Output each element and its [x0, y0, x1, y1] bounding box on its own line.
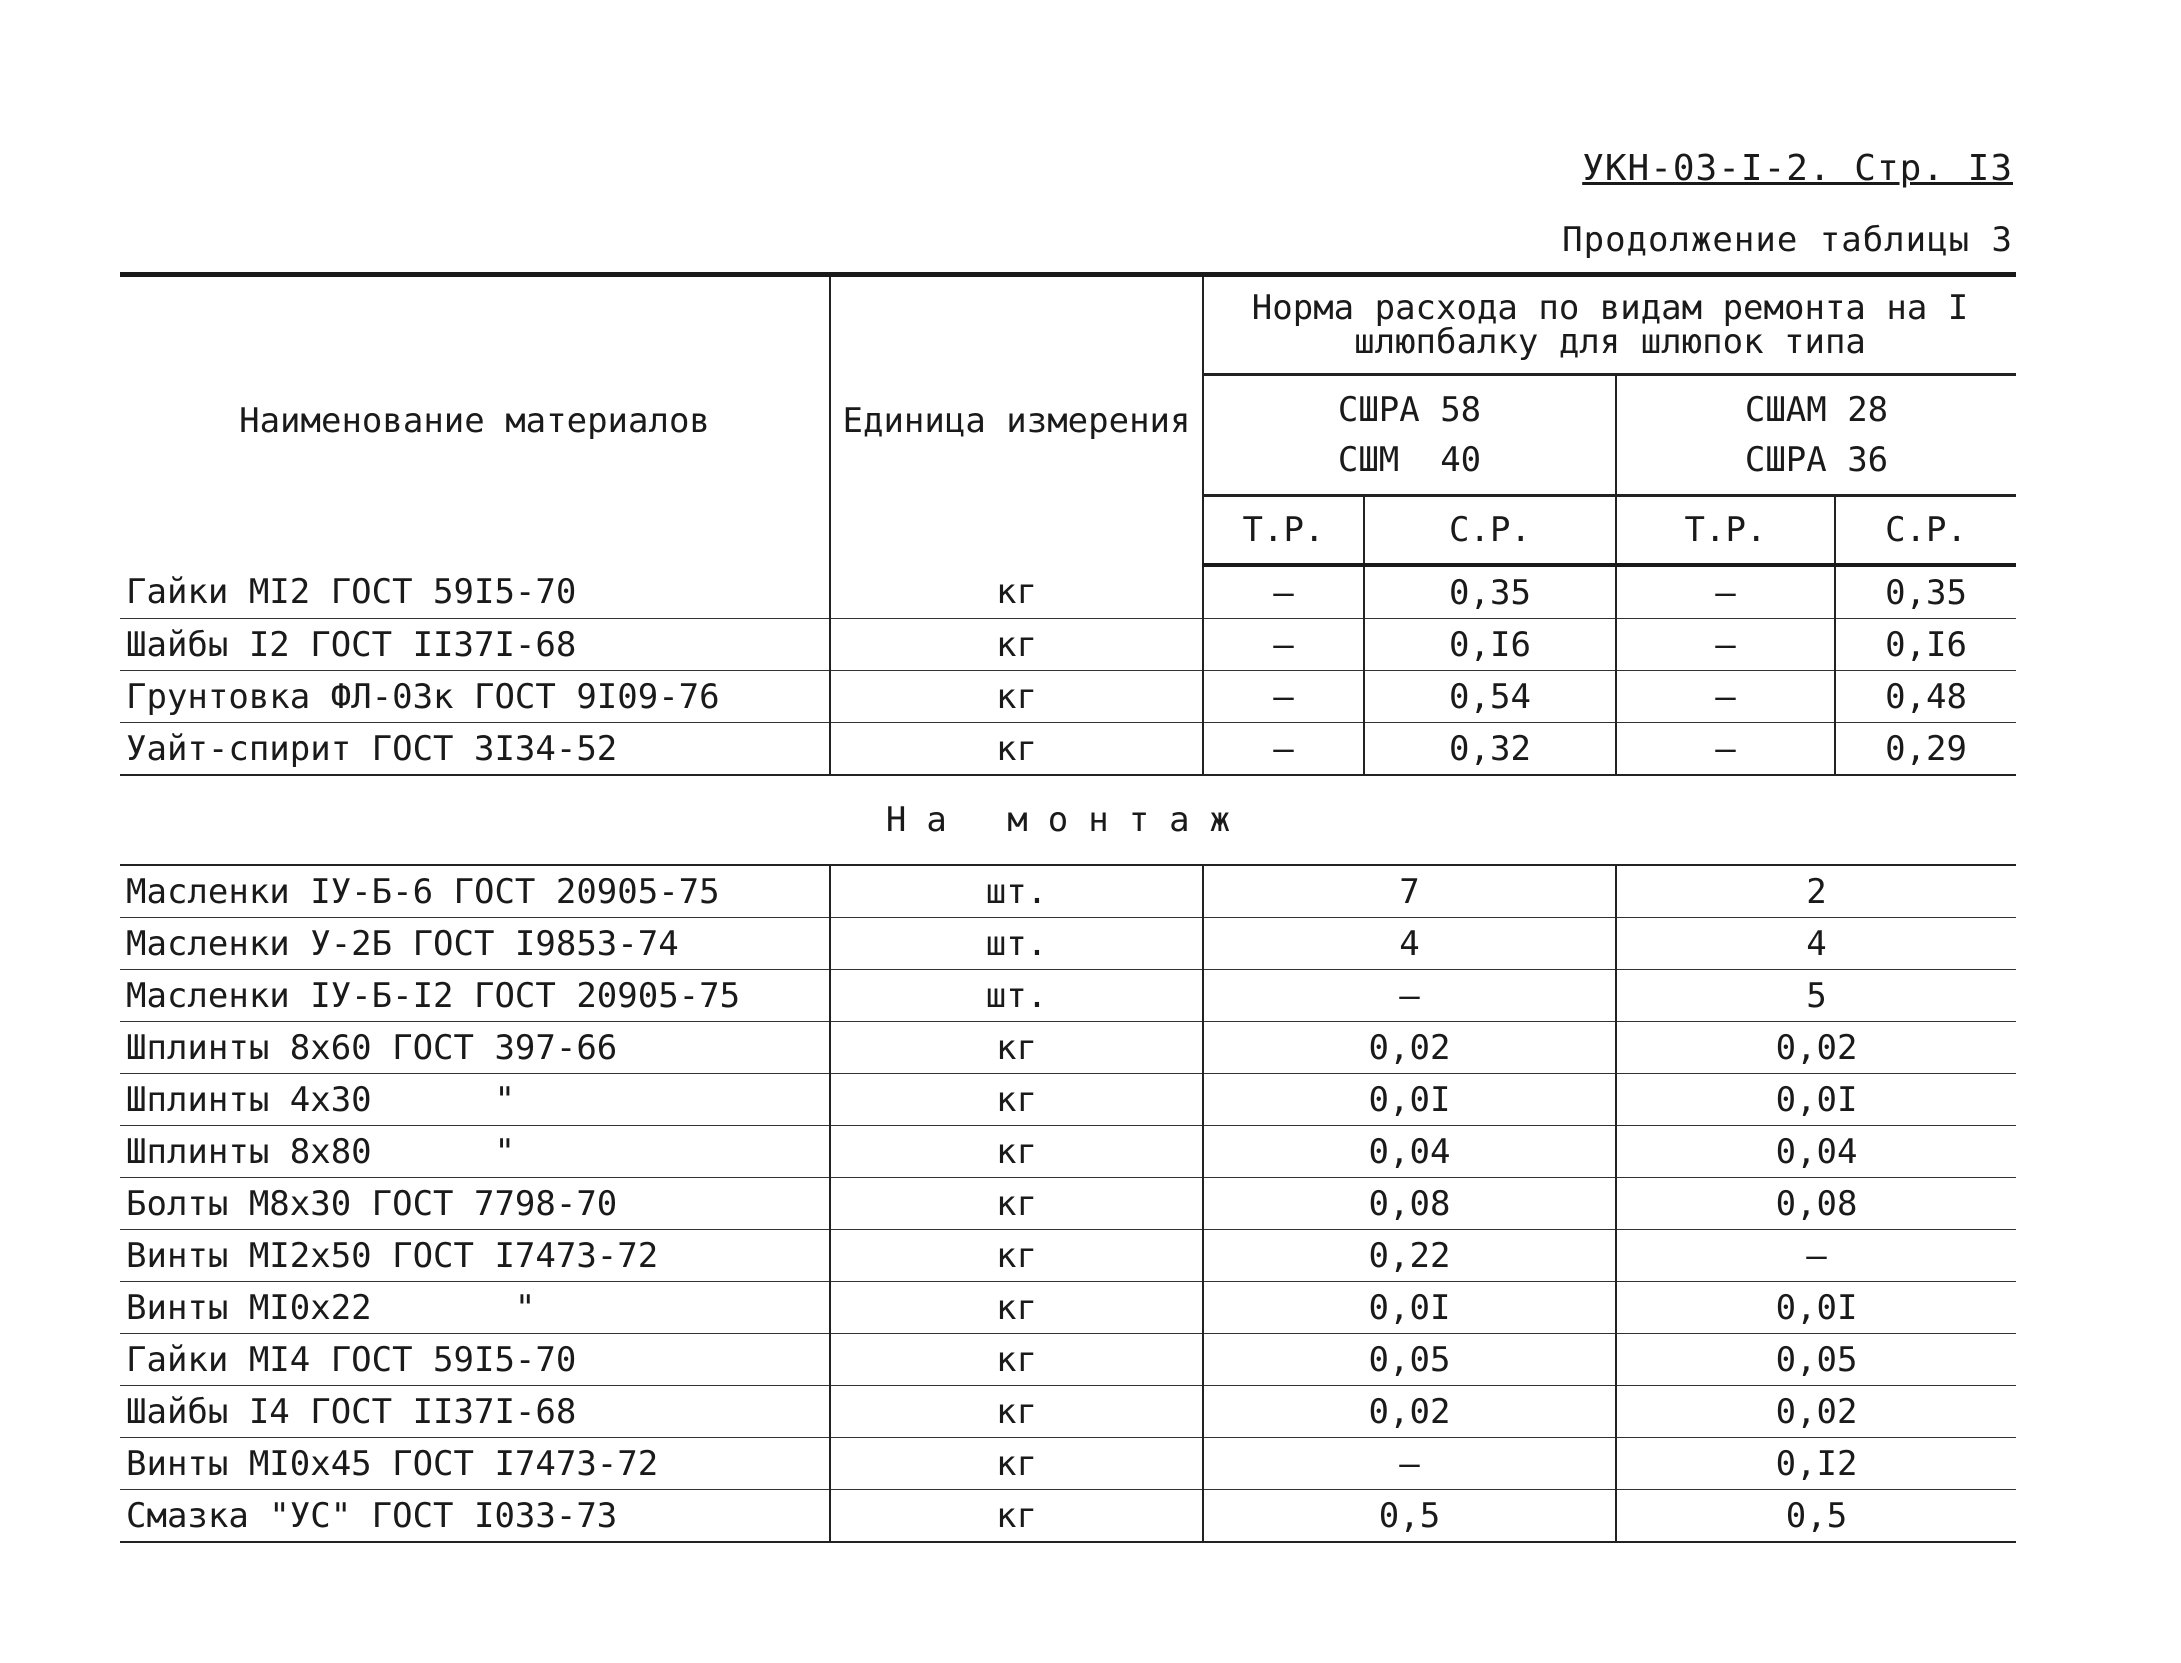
material-name: Грунтовка ФЛ-03к ГОСТ 9I09-76: [120, 671, 830, 723]
material-name: Масленки У-2Б ГОСТ I9853-74: [120, 918, 830, 970]
value-b: 0,5: [1616, 1490, 2016, 1543]
unit-cell: шт.: [830, 865, 1203, 918]
section-title: На монтаж: [120, 775, 2016, 865]
material-name: Винты МI0х22 ": [120, 1282, 830, 1334]
table-row: [120, 565, 2016, 619]
value-a: 0,0I: [1203, 1074, 1616, 1126]
value-a: 0,08: [1203, 1178, 1616, 1230]
value-a: 0,04: [1203, 1126, 1616, 1178]
column-header-name: Наименование материалов: [120, 275, 830, 566]
table-row: [120, 1022, 2016, 1074]
unit-cell: кг: [830, 1022, 1203, 1074]
material-name: Шплинты 4х30 ": [120, 1074, 830, 1126]
value-a-tr: –: [1203, 619, 1364, 671]
unit-cell: кг: [830, 1386, 1203, 1438]
value-a: 0,02: [1203, 1022, 1616, 1074]
value-a-tr: –: [1203, 565, 1364, 619]
value-a-sr: 0,32: [1364, 723, 1616, 776]
header-a-sr: С.Р.: [1364, 496, 1616, 566]
unit-cell: кг: [830, 1490, 1203, 1543]
value-a-sr: 0,54: [1364, 671, 1616, 723]
column-header-unit: Единица измерения: [830, 275, 1203, 566]
material-name: Шплинты 8х80 ": [120, 1126, 830, 1178]
table-row: [120, 1074, 2016, 1126]
value-a: 0,0I: [1203, 1282, 1616, 1334]
material-name: Шайбы I2 ГОСТ II37I-68: [120, 619, 830, 671]
value-b: 4: [1616, 918, 2016, 970]
section-divider: [120, 775, 2016, 865]
document-reference: УКН-03-I-2. Стр. I3: [1582, 148, 2013, 189]
material-name: Шайбы I4 ГОСТ II37I-68: [120, 1386, 830, 1438]
table-row: [120, 723, 2016, 776]
value-a-tr: –: [1203, 671, 1364, 723]
material-name: Болты М8х30 ГОСТ 7798-70: [120, 1178, 830, 1230]
unit-cell: кг: [830, 1334, 1203, 1386]
value-a: 0,02: [1203, 1386, 1616, 1438]
unit-cell: шт.: [830, 970, 1203, 1022]
header-b-sr: С.Р.: [1835, 496, 2016, 566]
value-a: 7: [1203, 865, 1616, 918]
table-row: [120, 1126, 2016, 1178]
table-continuation-label: Продолжение таблицы 3: [1562, 220, 2013, 260]
value-a: –: [1203, 1438, 1616, 1490]
value-b-sr: 0,35: [1835, 565, 2016, 619]
table-row: [120, 1282, 2016, 1334]
value-b-tr: –: [1616, 619, 1835, 671]
material-name: Масленки IУ-Б-6 ГОСТ 20905-75: [120, 865, 830, 918]
value-a: 0,5: [1203, 1490, 1616, 1543]
value-b: 0,I2: [1616, 1438, 2016, 1490]
group-a-line1: СШРА 58: [1337, 390, 1482, 430]
unit-cell: кг: [830, 1230, 1203, 1282]
value-a: –: [1203, 970, 1616, 1022]
material-name: Винты МI0х45 ГОСТ I7473-72: [120, 1438, 830, 1490]
value-b-tr: –: [1616, 671, 1835, 723]
section-row: [120, 775, 2016, 865]
unit-cell: кг: [830, 1438, 1203, 1490]
table-row: [120, 1386, 2016, 1438]
table-row: [120, 1334, 2016, 1386]
unit-cell: кг: [830, 1282, 1203, 1334]
value-b: 0,04: [1616, 1126, 2016, 1178]
table-row: [120, 970, 2016, 1022]
table-row: [120, 1438, 2016, 1490]
unit-cell: кг: [830, 1074, 1203, 1126]
value-a-sr: 0,35: [1364, 565, 1616, 619]
table-row: [120, 1490, 2016, 1543]
material-name: Шплинты 8х60 ГОСТ 397-66: [120, 1022, 830, 1074]
unit-cell: кг: [830, 723, 1203, 776]
material-name: Гайки МI2 ГОСТ 59I5-70: [120, 565, 830, 619]
group-b-line2: СШРА 36: [1744, 440, 1889, 480]
unit-cell: кг: [830, 619, 1203, 671]
value-a: 4: [1203, 918, 1616, 970]
unit-cell: кг: [830, 671, 1203, 723]
value-b: –: [1616, 1230, 2016, 1282]
unit-cell: кг: [830, 1126, 1203, 1178]
column-header-norm: Норма расхода по видам ремонта на I шлюпбалку для шлюпок типа: [1203, 275, 2016, 375]
material-name: Гайки МI4 ГОСТ 59I5-70: [120, 1334, 830, 1386]
unit-cell: кг: [830, 1178, 1203, 1230]
table-row: [120, 918, 2016, 970]
table-row: [120, 671, 2016, 723]
value-b-tr: –: [1616, 565, 1835, 619]
group-header-b: [1616, 375, 2016, 496]
material-name: Винты МI2х50 ГОСТ I7473-72: [120, 1230, 830, 1282]
unit-cell: кг: [830, 565, 1203, 619]
value-b-tr: –: [1616, 723, 1835, 776]
value-a: 0,05: [1203, 1334, 1616, 1386]
header-a-tr: Т.Р.: [1203, 496, 1364, 566]
value-a: 0,22: [1203, 1230, 1616, 1282]
group-header-a: [1203, 375, 1616, 496]
repair-rows: [120, 565, 2016, 775]
value-b: 5: [1616, 970, 2016, 1022]
value-a-tr: –: [1203, 723, 1364, 776]
value-b: 0,08: [1616, 1178, 2016, 1230]
material-name: Смазка "УС" ГОСТ I033-73: [120, 1490, 830, 1543]
materials-table: [120, 272, 2016, 1543]
table-row: [120, 1178, 2016, 1230]
group-a-line2: СШМ 40: [1337, 440, 1482, 480]
value-b: 0,0I: [1616, 1282, 2016, 1334]
value-b: 0,02: [1616, 1022, 2016, 1074]
value-a-sr: 0,I6: [1364, 619, 1616, 671]
table-row: [120, 619, 2016, 671]
material-name: Уайт-спирит ГОСТ 3I34-52: [120, 723, 830, 776]
value-b: 2: [1616, 865, 2016, 918]
value-b-sr: 0,I6: [1835, 619, 2016, 671]
group-b-line1: СШАМ 28: [1744, 390, 1889, 430]
header-row: [120, 275, 2016, 375]
value-b-sr: 0,48: [1835, 671, 2016, 723]
unit-cell: шт.: [830, 918, 1203, 970]
header-b-tr: Т.Р.: [1616, 496, 1835, 566]
value-b: 0,0I: [1616, 1074, 2016, 1126]
table-row: [120, 1230, 2016, 1282]
material-name: Масленки IУ-Б-I2 ГОСТ 20905-75: [120, 970, 830, 1022]
value-b-sr: 0,29: [1835, 723, 2016, 776]
install-rows: [120, 865, 2016, 1542]
value-b: 0,05: [1616, 1334, 2016, 1386]
table-row: [120, 865, 2016, 918]
value-b: 0,02: [1616, 1386, 2016, 1438]
